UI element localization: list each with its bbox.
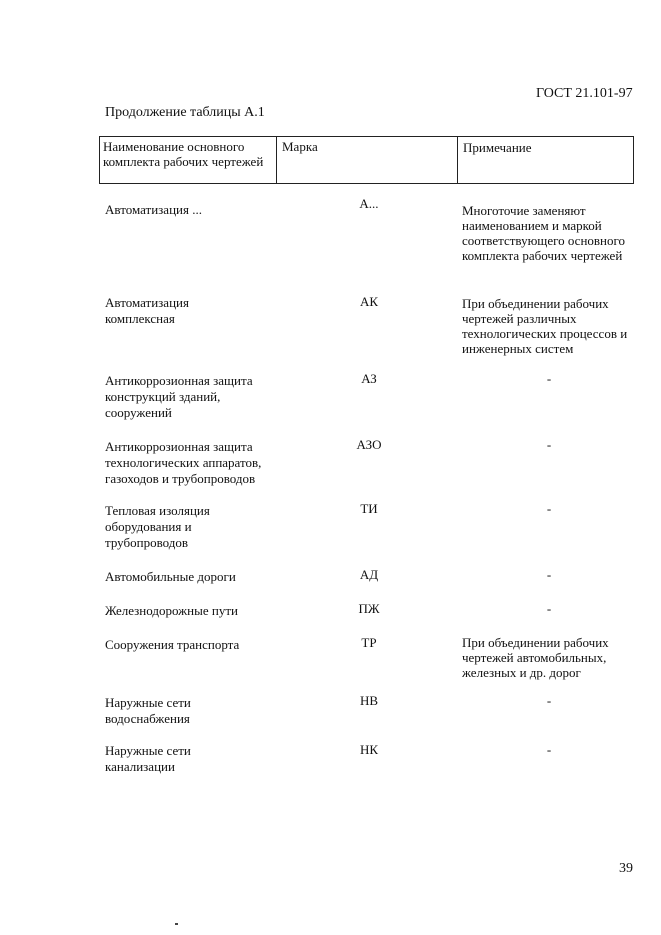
row-note: Многоточие заменяют наименованием и маркой соответствующего основного комплекта рабочих чертежей: [462, 203, 626, 263]
header-note: Примечание: [463, 140, 532, 155]
row-mark: АД: [359, 567, 379, 582]
row-mark: А...: [359, 196, 379, 211]
scan-mark: [175, 923, 178, 925]
row-note: -: [546, 742, 552, 757]
row-name: Наружные сети канализации: [105, 743, 191, 774]
row-mark: АК: [359, 294, 379, 309]
row-note: -: [546, 693, 552, 708]
row-name: Автомобильные дороги: [105, 569, 236, 584]
row-name: Автоматизация ...: [105, 202, 202, 217]
document-code: ГОСТ 21.101-97: [536, 86, 633, 101]
row-mark: АЗ: [361, 371, 377, 386]
page-number: 39: [619, 861, 633, 876]
row-name: Антикоррозионная защита технологических аппаратов, газоходов и трубопроводов: [105, 439, 262, 486]
row-name: Сооружения транспорта: [105, 637, 240, 652]
table-caption: Продолжение таблицы А.1: [105, 105, 265, 120]
row-name: Автоматизация комплексная: [105, 295, 189, 326]
row-mark: ТР: [361, 635, 377, 650]
header-name: Наименование основного комплекта рабочих чертежей: [100, 137, 277, 183]
row-mark: ТИ: [360, 501, 378, 516]
row-note: При объединении рабочих чертежей различных технологических процессов и инженерных систем: [462, 296, 628, 356]
header-mark: Марка: [277, 137, 458, 183]
row-note: -: [546, 567, 552, 582]
row-mark: НВ: [359, 693, 379, 708]
table-header: [99, 136, 634, 184]
row-note: -: [546, 437, 552, 452]
row-note: -: [546, 601, 552, 616]
row-name: Тепловая изоляция оборудования и трубопроводов: [105, 503, 210, 550]
row-note: При объединении рабочих чертежей автомобильных, железных и др. дорог: [462, 635, 609, 680]
row-name: Железнодорожные пути: [105, 603, 238, 618]
row-mark: НК: [359, 742, 379, 757]
row-note: -: [546, 501, 552, 516]
row-name: Наружные сети водоснабжения: [105, 695, 191, 726]
row-mark: АЗО: [356, 437, 382, 452]
row-name: Антикоррозионная защита конструкций зданий, сооружений: [105, 373, 253, 420]
row-mark: ПЖ: [358, 601, 380, 616]
row-note: -: [546, 371, 552, 386]
